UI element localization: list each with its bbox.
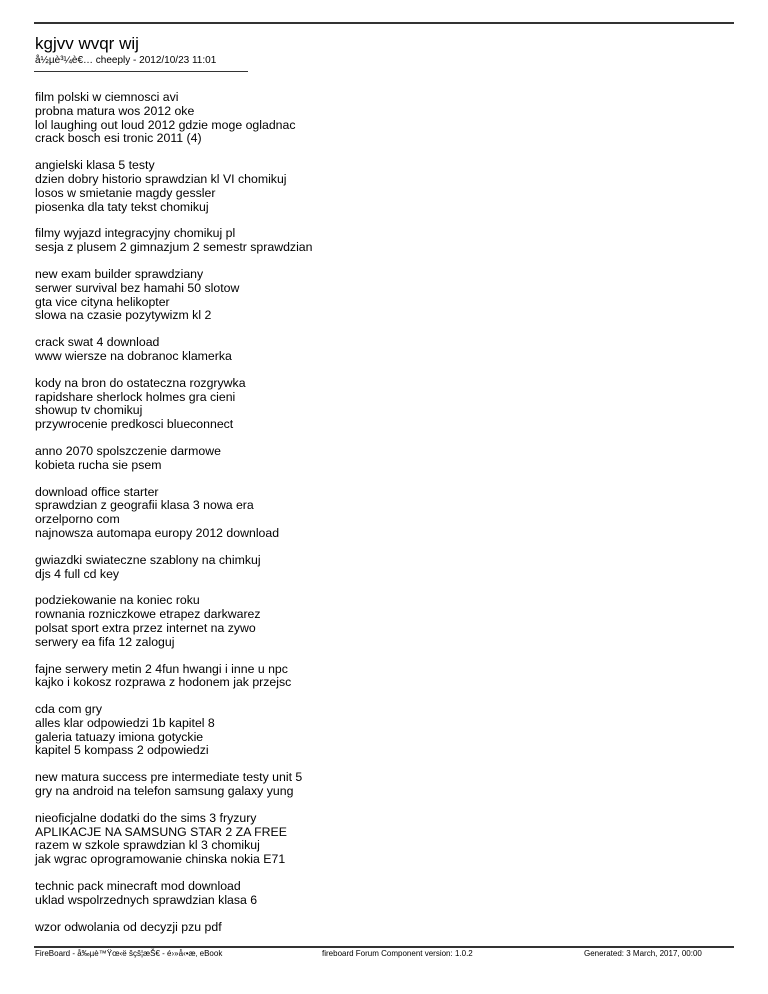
footer-divider (34, 946, 734, 948)
text-line: razem w szkole sprawdzian kl 3 chomikuj (35, 838, 260, 853)
paragraph (35, 91, 735, 146)
paragraph (35, 377, 735, 432)
text-line: rownania rozniczkowe etrapez darkwarez (35, 607, 261, 622)
text-line: podziekowanie na koniec roku (35, 593, 200, 608)
text-line: kobieta rucha sie psem (35, 457, 162, 472)
paragraph (35, 486, 735, 541)
paragraph (35, 812, 735, 867)
text-line: przywrocenie predkosci blueconnect (35, 417, 234, 432)
text-line: serwer survival bez hamahi 50 slotow (35, 280, 240, 295)
text-line: dzien dobry historio sprawdzian kl VI chomikuj (35, 171, 287, 186)
text-line: djs 4 full cd key (35, 566, 120, 581)
text-line: angielski klasa 5 testy (35, 158, 155, 173)
paragraph (35, 880, 735, 908)
text-line: gry na android na telefon samsung galaxy yung (35, 784, 294, 799)
paragraph (35, 336, 735, 364)
paragraph (35, 159, 735, 214)
text-line: technic pack minecraft mod download (35, 879, 241, 894)
text-line: jak wgrac oprogramowanie chinska nokia E71 (35, 852, 286, 867)
text-line: gwiazdki swiateczne szablony na chimkuj (35, 552, 261, 567)
text-line: crack swat 4 download (35, 335, 160, 350)
text-line: gta vice cityna helikopter (35, 294, 170, 309)
paragraph (35, 663, 735, 691)
text-line: probna matura wos 2012 oke (35, 103, 195, 118)
text-line: uklad wspolrzednych sprawdzian klasa 6 (35, 892, 258, 907)
text-line: lol laughing out loud 2012 gdzie moge ogladnac (35, 117, 296, 132)
text-line: nieoficjalne dodatki do the sims 3 fryzury (35, 810, 257, 825)
text-line: showup tv chomikuj (35, 403, 143, 418)
text-line: cda com gry (35, 702, 102, 717)
footer-version: fireboard Forum Component version: 1.0.2 (322, 949, 473, 958)
text-line: new matura success pre intermediate testy unit 5 (35, 770, 303, 785)
post-meta: å½µè³¼è€… cheeply - 2012/10/23 11:01 (35, 55, 217, 66)
paragraph (35, 445, 735, 473)
footer-generated: Generated: 3 March, 2017, 00:00 (584, 949, 702, 958)
text-line: rapidshare sherlock holmes gra cieni (35, 389, 236, 404)
text-line: losos w smietanie magdy gessler (35, 185, 216, 200)
header-divider (34, 22, 734, 24)
text-line: sesja z plusem 2 gimnazjum 2 semestr sprawdzian (35, 240, 313, 255)
text-line: filmy wyjazd integracyjny chomikuj pl (35, 226, 236, 241)
text-line: sprawdzian z geografii klasa 3 nowa era (35, 498, 254, 513)
text-line: fajne serwery metin 2 4fun hwangi i inne u npc (35, 661, 288, 676)
footer-source: FireBoard - å‰µè™Ÿœ‹ë šçš¦æŠ€ - é›»å‹•æ‚ eBook (35, 949, 223, 958)
text-line: kody na bron do ostateczna rozgrywka (35, 375, 246, 390)
text-line: orzelporno com (35, 512, 120, 527)
paragraph (35, 227, 735, 255)
text-line: www wiersze na dobranoc klamerka (35, 348, 232, 363)
text-line: APLIKACJE NA SAMSUNG STAR 2 ZA FREE (35, 824, 287, 839)
post-title: kgjvv wvqr wij (35, 34, 139, 53)
text-line: wzor odwolania od decyzji pzu pdf (35, 919, 222, 934)
text-line: najnowsza automapa europy 2012 download (35, 525, 280, 540)
paragraph (35, 771, 735, 799)
meta-divider (34, 71, 248, 72)
paragraph (35, 594, 735, 649)
text-line: kajko i kokosz rozprawa z hodonem jak przejsc (35, 675, 292, 690)
text-line: new exam builder sprawdziany (35, 266, 204, 281)
text-line: anno 2070 spolszczenie darmowe (35, 443, 221, 458)
post-body (35, 91, 735, 947)
text-line: crack bosch esi tronic 2011 (4) (35, 131, 202, 146)
text-line: alles klar odpowiedzi 1b kapitel 8 (35, 715, 215, 730)
text-line: serwery ea fifa 12 zaloguj (35, 634, 175, 649)
text-line: galeria tatuazy imiona gotyckie (35, 729, 204, 744)
paragraph (35, 554, 735, 582)
text-line: film polski w ciemnosci avi (35, 90, 179, 104)
paragraph (35, 268, 735, 323)
paragraph (35, 703, 735, 758)
text-line: slowa na czasie pozytywizm kl 2 (35, 308, 212, 323)
text-line: piosenka dla taty tekst chomikuj (35, 199, 209, 214)
paragraph (35, 921, 735, 935)
text-line: kapitel 5 kompass 2 odpowiedzi (35, 743, 209, 758)
text-line: download office starter (35, 484, 159, 499)
text-line: polsat sport extra przez internet na zywo (35, 620, 256, 635)
